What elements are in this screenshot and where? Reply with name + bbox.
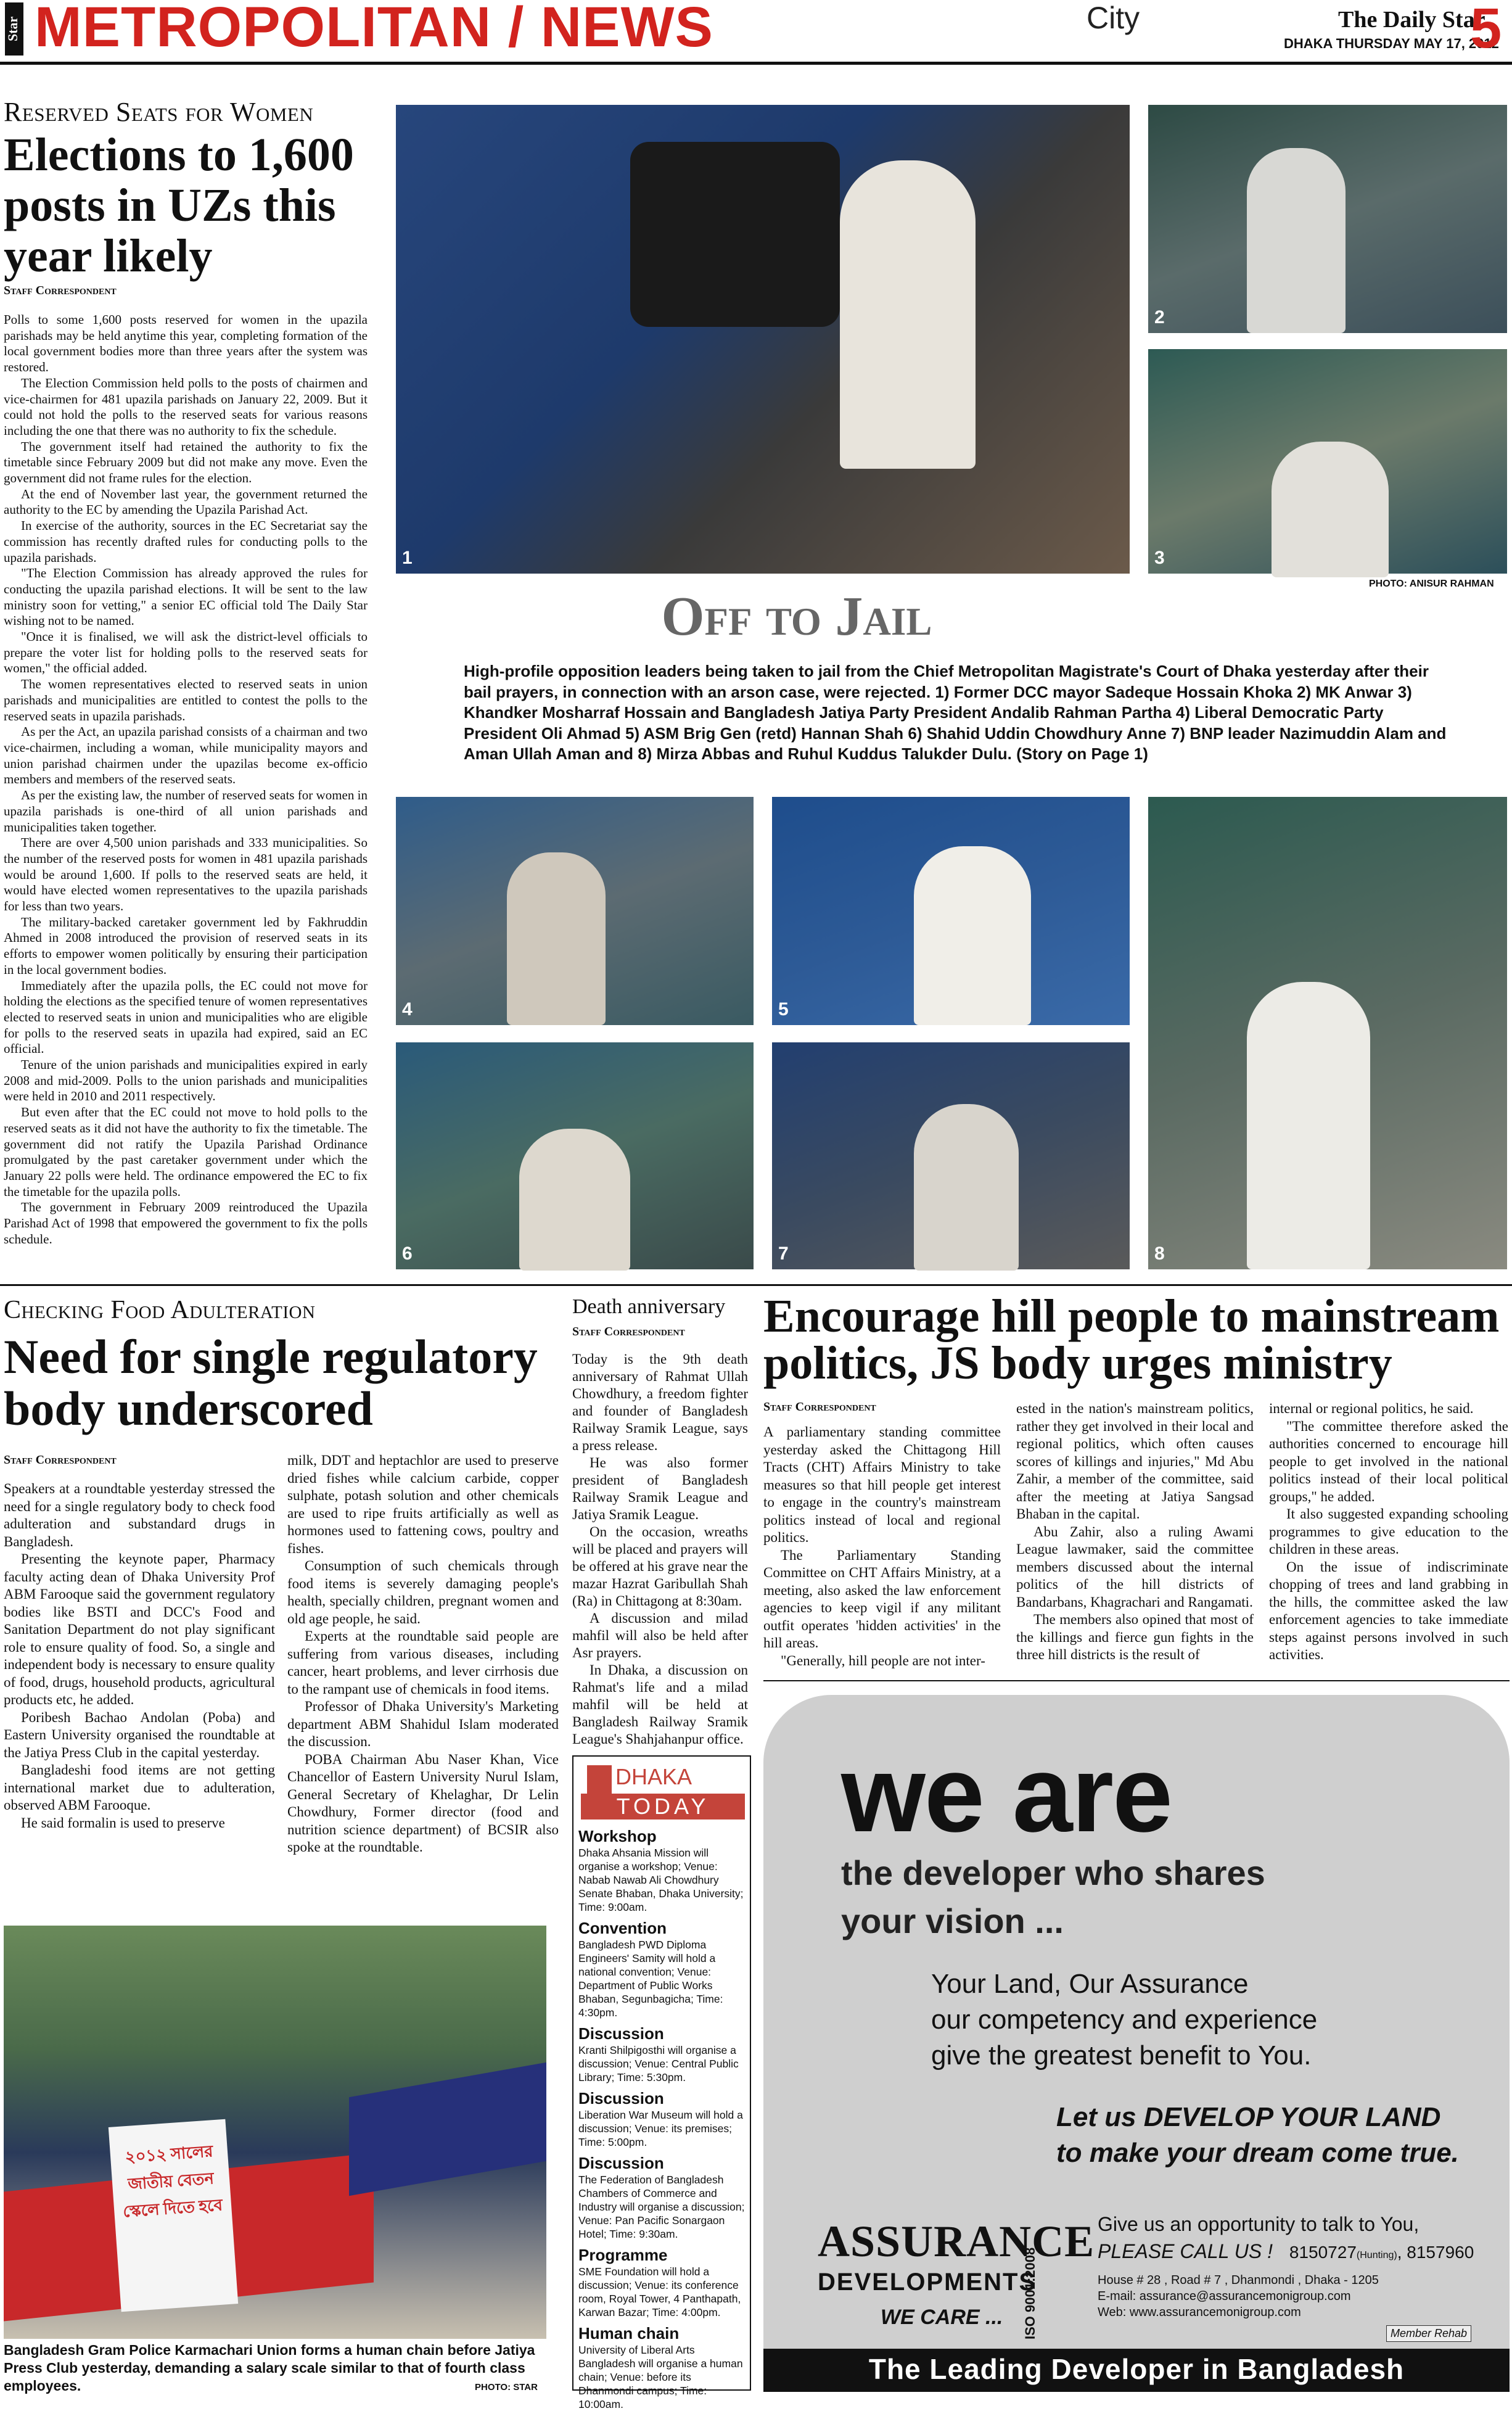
- iso-mark: ISO 9001:2008: [1022, 2247, 1038, 2339]
- story1-paragraph: There are over 4,500 union parishads and 333 municipalities. So the number of the reserved posts for women in 481 upazila parishads would be around 1,600. If polls to the reserved seats are held, it would have elected women representatives to the upazila parishads for less than two years.: [4, 835, 368, 914]
- story2-paragraph: Consumption of such chemicals through food items is severely damaging people's health, specially children, pregnant women and old age people, he said.: [287, 1558, 559, 1626]
- story1-paragraph: At the end of November last year, the government returned the authority to the EC by amending the Upazila Parishad Act.: [4, 486, 368, 517]
- story4-paragraph: It also suggested expanding schooling programmes to give education to the children in these areas.: [1269, 1506, 1508, 1557]
- story1-paragraph: But even after that the EC could not move to hold polls to the reserved seats as it did not have the authority to fix the timetable. The government did not ratify the Upazila Parishad Ordinance promulgated by the past caretaker government under which the January 22 polls were held. The ordinance empowered the EC to fix the timetable for the upazila polls.: [4, 1105, 368, 1199]
- person: [840, 160, 976, 469]
- story4-paragraph: ested in the nation's mainstream politics, rather they get involved in their local and regional politics, which often causes scores of killings and injuries," Md Abu Zahir, a member of the committee, said after the meeting at Jatiya Sangsad Bhaban in the capital.: [1016, 1401, 1254, 1522]
- contact-call: [1098, 2240, 1474, 2263]
- white-placard: ২০১২ সালের জাতীয় বেতন স্কেলে দিতে হবে: [109, 2119, 238, 2312]
- story1-byline: Staff Correspondent: [4, 284, 117, 297]
- star-logo: Star: [5, 2, 23, 56]
- assurance-ad: [763, 1695, 1510, 2392]
- event-detail: Kranti Shilpigosthi will organise a discussion; Venue: Central Public Library; Time: 5:30pm.: [578, 2044, 739, 2083]
- photo-number: 4: [402, 999, 413, 1020]
- photo-2: [1148, 105, 1507, 333]
- ad-assurance: our competency and experience: [931, 2005, 1318, 2035]
- person: [914, 1104, 1019, 1271]
- contact-invite: Give us an opportunity to talk to You,: [1098, 2213, 1420, 2235]
- photo-number: 2: [1154, 307, 1165, 328]
- story2-headline: Need for single regulatory body underscored: [4, 1330, 538, 1436]
- story4-paragraph: "Generally, hill people are not inter-: [781, 1652, 985, 1668]
- photo-credit: PHOTO: ANISUR RAHMAN: [1369, 579, 1494, 589]
- story3-kicker: Death anniversary: [572, 1295, 726, 1318]
- story1-paragraph: "The Election Commission has already approved the rules for conducting the upazila parishad elections. It will be sent to the law ministry soon for vetting," a senior EC official told The Daily Star wishing not to be named.: [4, 566, 368, 629]
- photo-7: [772, 1042, 1130, 1269]
- ad-headline: we are: [841, 1734, 1172, 1855]
- photo-number: 8: [1154, 1243, 1165, 1264]
- section-title: METROPOLITAN / NEWS: [35, 0, 713, 59]
- story2-paragraph: POBA Chairman Abu Naser Khan, Vice Chancellor of Eastern University Nurul Islam, General Secretary of Khelaghar, Dr Lelin Chowdhury, Former director (food and nutrition science department) of BCSIR also spoke at the roundtable.: [287, 1751, 559, 1855]
- story2-paragraph: Presenting the keynote paper, Pharmacy faculty acting dean of Dhaka University Prof ABM Farooque said the government regulatory bodies like BSTI and DCC's Food and Sanitation Department do not play significant role to ensure quality of food. So, a single and independent body is necessary to ensure quality of food, drugs, household products, agricultural products etc, he added.: [4, 1551, 275, 1707]
- call-label: PLEASE CALL US !: [1098, 2240, 1273, 2262]
- event-type: Human chain: [578, 2324, 680, 2343]
- contact-email: E-mail: assurance@assurancemonigroup.com: [1098, 2289, 1351, 2303]
- story2-paragraph: milk, DDT and heptachlor are used to preserve dried fishes while calcium carbide, copper sulphate, potash solution and other chemicals are used to ripe fruits artificially as well as hormones used to fattening cows, poultry and fishes.: [287, 1453, 559, 1556]
- story1-paragraph: Immediately after the upazila polls, the EC could not move for holding the elections as the specified tenure of women representatives elected to reserved seats in union and municipalities who are eligible for polls to the reserved seats in upazila had expired, said an EC official.: [4, 978, 368, 1057]
- story1-headline: Elections to 1,600 posts in UZs this year likely: [4, 129, 354, 282]
- brand-sub: DEVELOPMENTS: [818, 2269, 1037, 2296]
- ad-assurance: give the greatest benefit to You.: [931, 2040, 1312, 2071]
- section-rule: [0, 1284, 1512, 1286]
- story2-kicker: Checking Food Adulteration: [4, 1296, 316, 1324]
- story3-body: [572, 1351, 748, 1747]
- dhaka-today-logo: [578, 1760, 745, 1822]
- event-type: Discussion: [578, 2154, 664, 2172]
- ad-subline: your vision ...: [841, 1902, 1064, 1940]
- ad-slogan: Let us DEVELOP YOUR LAND: [1056, 2102, 1441, 2132]
- dhaka-today-box: [572, 1755, 751, 2410]
- photo-6: [396, 1042, 754, 1269]
- person: [519, 1129, 630, 1271]
- ad-slogan: to make your dream come true.: [1056, 2138, 1459, 2168]
- photo-number: 3: [1154, 548, 1165, 568]
- section-city: City: [1087, 1, 1140, 35]
- story2-paragraph: Experts at the roundtable said people are suffering from various diseases, including cancer, heart problems, and lever cirrhosis due to the rampant use of chemicals in food items.: [287, 1628, 559, 1697]
- event-type: Discussion: [578, 2089, 664, 2108]
- contact-address: House # 28 , Road # 7 , Dhanmondi , Dhaka - 1205: [1098, 2273, 1379, 2287]
- event-detail: Dhaka Ahsania Mission will organise a workshop; Venue: Nabab Nawab Ali Chowdhury Senate Bhaban, Dhaka University; Time: 9:00am.: [578, 1847, 744, 1913]
- person: [1247, 982, 1370, 1269]
- story2-paragraph: He said formalin is used to preserve: [21, 1815, 225, 1831]
- building-icon: [587, 1765, 612, 1796]
- story4-byline: Staff Correspondent: [763, 1400, 876, 1414]
- story3-paragraph: A discussion and milad mahfil will also be held after Asr prayers.: [572, 1610, 748, 1660]
- story4-paragraph: The members also opined that most of the killings and fierce gun fights in the three hill districts is the result of: [1016, 1612, 1254, 1662]
- story2-paragraph: Professor of Dhaka University's Marketing department ABM Shahidul Islam moderated the discussion.: [287, 1699, 559, 1749]
- ad-footer-text: The Leading Developer in Bangladesh: [868, 2353, 1405, 2385]
- photo-number: 5: [778, 999, 789, 1020]
- human-chain-caption: Bangladesh Gram Police Karmachari Union forms a human chain before Jatiya Press Club yesterday, demanding a salary scale similar to that of fourth class employees.: [4, 2342, 535, 2394]
- person: [914, 846, 1031, 1025]
- event-type: Programme: [578, 2246, 668, 2264]
- photo-number: 6: [402, 1243, 413, 1264]
- story4-rule: [763, 1680, 1510, 1681]
- person: [1247, 148, 1346, 333]
- story1-paragraph: In exercise of the authority, sources in the EC Secretariat say the commission has recently drafted rules for conducting polls to the upazila parishads.: [4, 518, 368, 565]
- event-type: Workshop: [578, 1827, 657, 1845]
- bag: [630, 142, 840, 327]
- story1-paragraph: The government in February 2009 reintroduced the Upazila Parishad Act of 1998 that empowered the government to fix the polls schedule.: [4, 1200, 368, 1247]
- human-chain-photo: [4, 1926, 546, 2339]
- photo-3: [1148, 349, 1507, 574]
- ad-subline: the developer who shares: [841, 1853, 1265, 1892]
- event-detail: Liberation War Museum will hold a discussion; Venue: its premises; Time: 5:00pm.: [578, 2109, 743, 2148]
- story4-col1: [763, 1424, 1001, 1670]
- story2-paragraph: Speakers at a roundtable yesterday stressed the need for a single regulatory body to check food adulteration and substandard drugs in Bangladesh.: [4, 1481, 275, 1549]
- story4-paragraph: The Parliamentary Standing Committee on CHT Affairs Ministry, at a meeting, also asked the law enforcement agencies to keep vigil if any militant outfit operates 'hidden activities' in the hill areas.: [763, 1547, 1001, 1651]
- person: [1272, 442, 1389, 577]
- human-chain-credit: PHOTO: STAR: [475, 2382, 538, 2392]
- brand-care: WE CARE ...: [881, 2306, 1003, 2329]
- dhaka-today-list: [578, 1827, 745, 2411]
- paper-name: The Daily Star: [1338, 7, 1485, 33]
- story4-paragraph: A parliamentary standing committee yesterday asked the Chittagong Hill Tracts (CHT) Affairs Ministry to take measures so that hill people get interest to engage in the country's mainstream politics instead of local and regional politics.: [763, 1424, 1001, 1545]
- story1-paragraph: Tenure of the union parishads and municipalities expired in early 2008 and mid-2009. Polls to the union parishads and municipalities were held in 2010 and 2011 respectively.: [4, 1057, 368, 1104]
- photo-4: [396, 797, 754, 1025]
- blue-banner: [349, 2063, 546, 2196]
- story1-paragraph: The military-backed caretaker government led by Fakhruddin Ahmed in 2008 introduced the provision of reserved seats in its efforts to empower women politically by ensuring their participation in the local government bodies.: [4, 914, 368, 977]
- story3-paragraph: Today is the 9th death anniversary of Rahmat Ullah Chowdhury, a freedom fighter and founder of Bangladesh Railway Sramik League, says a press release.: [572, 1351, 748, 1453]
- story1-paragraph: As per the Act, an upazila parishad consists of a chairman and two vice-chairmen, including a woman, while municipality mayors and union parishad chairmen under the upazilas become ex-officio members and members of the reserved seats.: [4, 724, 368, 787]
- masthead-rule: [0, 62, 1512, 65]
- story4-col3: [1269, 1400, 1508, 1671]
- story1-body: [4, 312, 368, 1274]
- story1-paragraph: As per the existing law, the number of reserved seats for women in upazila parishads is one-third of all union parishads and municipalities taken together.: [4, 788, 368, 835]
- story2-byline: Staff Correspondent: [4, 1453, 117, 1467]
- story2-paragraph: Bangladeshi food items are not getting international market due to adulteration, observed ABM Farooque.: [4, 1762, 275, 1813]
- story1-kicker: Reserved Seats for Women: [4, 97, 314, 127]
- event-detail: Bangladesh PWD Diploma Engineers' Samity will hold a national convention; Venue: Department of Public Works Bhaban, Segunbagicha; Time: 4:30pm.: [578, 1939, 723, 2019]
- story2-col2: [287, 1452, 559, 1900]
- photo-number: 1: [402, 548, 413, 568]
- photo-8: [1148, 797, 1507, 1269]
- ad-assurance: Your Land, Our Assurance: [931, 1969, 1249, 1999]
- story4-headline: Encourage hill people to mainstream politics, JS body urges ministry: [763, 1290, 1500, 1389]
- brand-logo: ASSURANCE: [818, 2217, 1095, 2266]
- story4-paragraph: "The committee therefore asked the authorities concerned to encourage hill people to get involved in the national politics instead of their local political groups," he added.: [1269, 1418, 1508, 1504]
- phone-number: , 8157960: [1397, 2243, 1474, 2262]
- issue-date: DHAKA THURSDAY MAY 17, 2012: [1284, 36, 1499, 51]
- contact-web: Web: www.assurancemonigroup.com: [1098, 2306, 1301, 2319]
- photo-1: [396, 105, 1130, 574]
- story3-paragraph: In Dhaka, a discussion on Rahmat's life and a milad mahfil will be held at Bangladesh Railway Sramik League's Shahjahanpur office.: [572, 1662, 748, 1747]
- story1-paragraph: Polls to some 1,600 posts reserved for women in the upazila parishads may be held anytime this year, completing formation of the local government bodies more than three years after the system was restored.: [4, 312, 368, 375]
- photo-number: 7: [778, 1243, 789, 1264]
- event-detail: The Federation of Bangladesh Chambers of Commerce and Industry will organise a discussion; Venue: Pan Pacific Sonargaon Hotel; Time: 9:30am.: [578, 2174, 745, 2240]
- rehab-badge: Member Rehab: [1386, 2325, 1471, 2342]
- page-number: 5: [1470, 0, 1502, 60]
- story2-col1: [4, 1480, 275, 1900]
- dhaka-today-title: TODAY: [581, 1794, 745, 1820]
- story3-byline: Staff Correspondent: [572, 1325, 685, 1338]
- feature-title: Off to Jail: [661, 586, 932, 647]
- photo-5: [772, 797, 1130, 1025]
- story4-col2: [1016, 1400, 1254, 1671]
- story2-paragraph: Poribesh Bachao Andolan (Poba) and Eastern University organised the roundtable at the Jatiya Press Club in the capital yesterday.: [4, 1709, 275, 1760]
- feature-caption: High-profile opposition leaders being taken to jail from the Chief Metropolitan Magistrate's Court of Dhaka yesterday after their bail prayers, in connection with an arson case, were rejected. 1) Former DCC mayor Sadeque Hossain Khoka 2) MK Anwar 3) Khandker Mosharraf Hossain and Bangladesh Jatiya Party President Andalib Rahman Partha 4) Liberal Democratic Party President Oli Ahmad 5) ASM Brig Gen (retd) Hannan Shah 6) Shahid Uddin Chowdhury Anne 7) BNP leader Nazimuddin Alam and Aman Ullah Aman and 8) Mirza Abbas and Ruhul Kuddus Talukder Dulu. (Story on Page 1): [464, 662, 1447, 763]
- story3-paragraph: He was also former president of Bangladesh Railway Sramik League and Jatiya Sramik League.: [572, 1455, 748, 1522]
- masthead: [0, 0, 1512, 68]
- phone-number: 8150727: [1289, 2243, 1357, 2262]
- event-type: Discussion: [578, 2024, 664, 2043]
- story4-paragraph: internal or regional politics, he said.: [1269, 1401, 1474, 1416]
- event-type: Convention: [578, 1919, 667, 1937]
- story1-paragraph: The Election Commission held polls to the posts of chairmen and vice-chairmen for 481 upazila parishads on January 22, 2009. But it could not hold the polls to the reserved seats for various reasons including the one that there was no authority to fix the schedule.: [4, 375, 368, 438]
- story4-paragraph: On the issue of indiscriminate chopping of trees and land grabbing in the hills, the committee asked the law enforcement agencies to take immediate steps against persons involved in such activities.: [1269, 1559, 1508, 1662]
- event-detail: SME Foundation will hold a discussion; Venue: its conference room, Royal Tower, 4 Panthapath, Karwan Bazar; Time: 4:00pm.: [578, 2265, 741, 2318]
- dhaka-today-title: DHAKA: [615, 1764, 692, 1789]
- story1-paragraph: The government itself had retained the authority to fix the timetable since February 2009 but did not make any move. Even the government did not frame rules for the election.: [4, 439, 368, 486]
- story3-paragraph: On the occasion, wreaths will be placed and prayers will be offered at his grave near the mazar Hazrat Garibullah Shah (Ra) in Chittagong at 8:30am.: [572, 1524, 748, 1609]
- event-detail: University of Liberal Arts Bangladesh will organise a human chain; Venue: before its Dhanmondi campus; Time: 10:00am.: [578, 2344, 743, 2410]
- person: [507, 852, 606, 1025]
- story1-paragraph: The women representatives elected to reserved seats in union parishads and municipalities are entitled to contest the polls to the reserved seats in upazila parishads.: [4, 677, 368, 723]
- story1-paragraph: "Once it is finalised, we will ask the district-level officials to prepare the voter list for holding polls to the reserved seats for women," the official added.: [4, 629, 368, 676]
- phone-tag: (Hunting): [1356, 2250, 1397, 2261]
- story4-paragraph: Abu Zahir, also a ruling Awami League lawmaker, said the committee members discussed about the internal politics of the hill districts of Bandarbans, Khagrachari and Rangamati.: [1016, 1523, 1254, 1610]
